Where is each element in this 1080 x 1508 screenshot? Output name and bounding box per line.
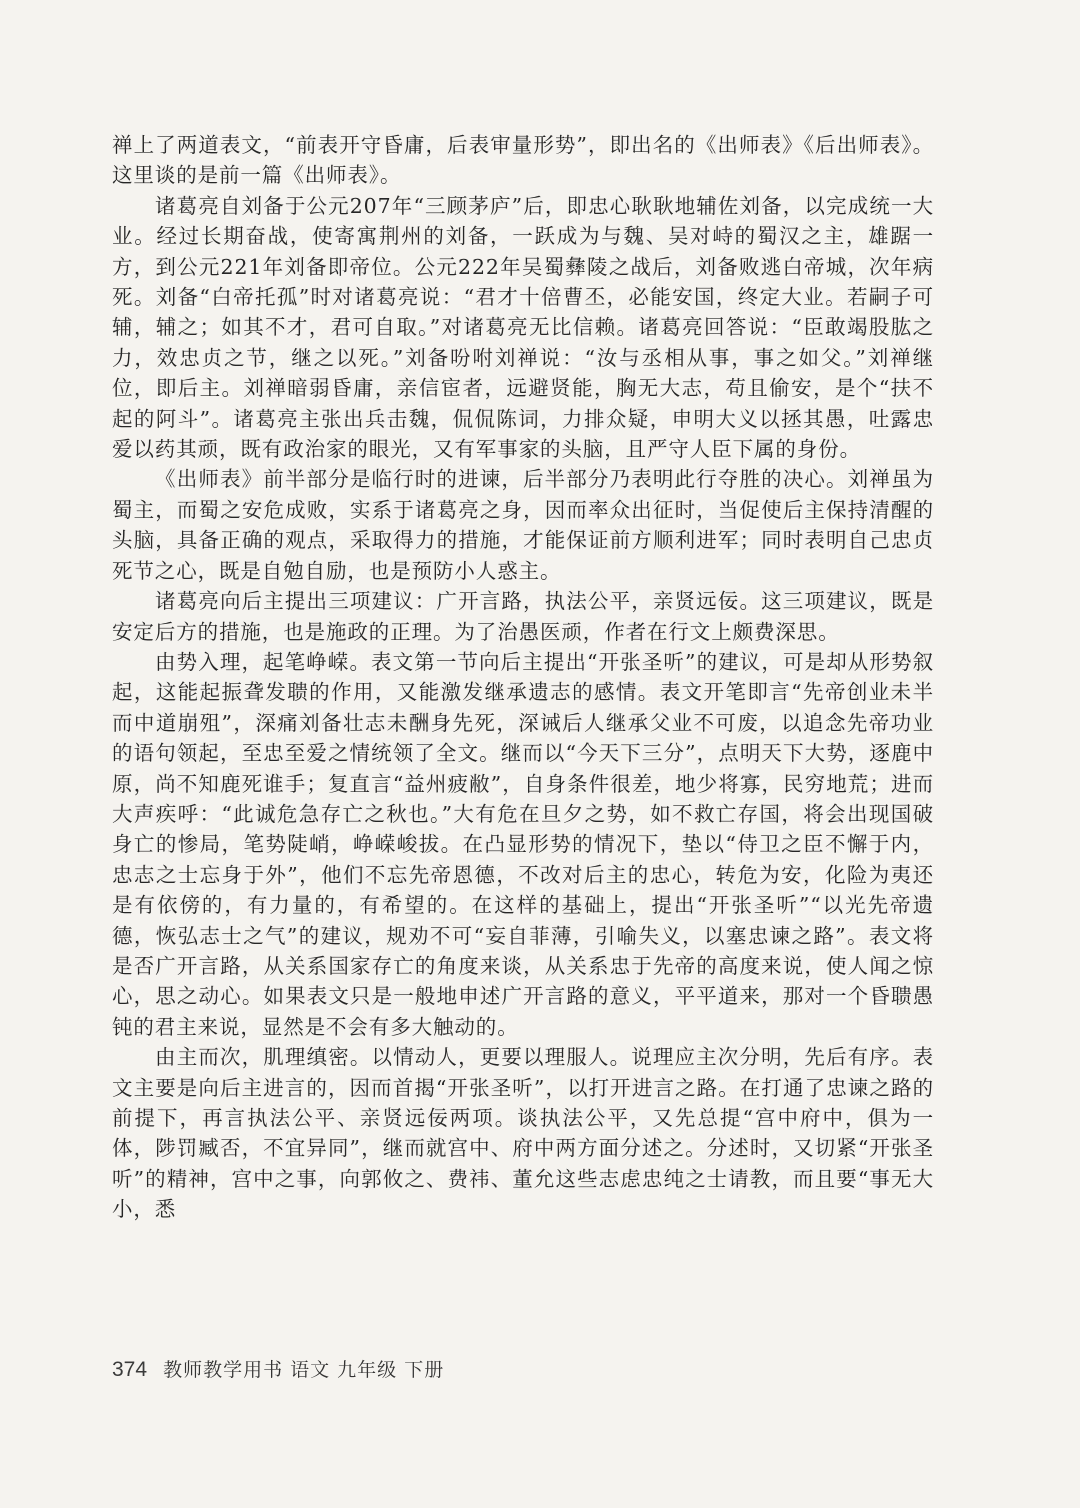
paragraph: 诸葛亮自刘备于公元207年“三顾茅庐”后，即忠心耿耿地辅佐刘备，以完成统一大业。经过长期奋战，使寄寓荆州的刘备，一跃成为与魏、吴对峙的蜀汉之主，雄踞一方，到公元221年刘备即帝位。公元222年吴蜀彝陵之战后，刘备败逃白帝城，次年病死。刘备“白帝托孤”时对诸葛亮说：“君才十倍曹丕，必能安国，终定大业。若嗣子可辅，辅之；如其不才，君可自取。”对诸葛亮无比信赖。诸葛亮回答说：“臣敢竭股肱之力，效忠贞之节，继之以死。”刘备吩咐刘禅说：“汝与丞相从事，事之如父。”刘禅继位，即后主。刘禅暗弱昏庸，亲信宦者，远避贤能，胸无大志，苟且偷安，是个“扶不起的阿斗”。诸葛亮主张出兵击魏，侃侃陈词，力排众疑，申明大义以拯其愚，吐露忠爱以药其顽，既有政治家的眼光，又有军事家的头脑，且严守人臣下属的身份。 <box>112 193 934 462</box>
paragraph: 由势入理，起笔峥嵘。表文第一节向后主提出“开张圣听”的建议，可是却从形势叙起，这能起振聋发聩的作用，又能激发继承遗志的感情。表文开笔即言“先帝创业未半而中道崩殂”，深痛刘备壮志未酬身先死，深诫后人继承父业不可废，以追念先帝功业的语句领起，至忠至爱之情统领了全文。继而以“今天下三分”，点明天下大势，逐鹿中原，尚不知鹿死谁手；复直言“益州疲敝”，自身条件很差，地少将寡，民穷地荒；进而大声疾呼：“此诚危急存亡之秋也。”大有危在旦夕之势，如不救亡存国，将会出现国破身亡的惨局，笔势陡峭，峥嵘峻拔。在凸显形势的情况下，垫以“侍卫之臣不懈于内，忠志之士忘身于外”，他们不忘先帝恩德，不改对后主的忠心，转危为安，化险为夷还是有依傍的，有力量的，有希望的。在这样的基础上，提出“开张圣听”“以光先帝遗德，恢弘志士之气”的建议，规劝不可“妄自菲薄，引喻失义，以塞忠谏之路”。表文将是否广开言路，从关系国家存亡的角度来谈，从关系忠于先帝的高度来说，使人闻之惊心，思之动心。如果表文只是一般地申述广开言路的意义，平平道来，那对一个昏聩愚钝的君主来说，显然是不会有多大触动的。 <box>112 649 934 1039</box>
page-footer <box>112 1355 444 1382</box>
paragraph: 诸葛亮向后主提出三项建议：广开言路，执法公平，亲贤远佞。这三项建议，既是安定后方的措施，也是施政的正理。为了治愚医顽，作者在行文上颇费深思。 <box>112 589 934 644</box>
paragraph: 《出师表》前半部分是临行时的进谏，后半部分乃表明此行夺胜的决心。刘禅虽为蜀主，而蜀之安危成败，实系于诸葛亮之身，因而率众出征时，当促使后主保持清醒的头脑，具备正确的观点，采取得力的措施，才能保证前方顺利进军；同时表明自己忠贞死节之心，既是自勉自励，也是预防小人惑主。 <box>112 467 934 583</box>
book-title: 教师教学用书 语文 九年级 下册 <box>163 1359 445 1381</box>
paragraph: 由主而次，肌理缜密。以情动人，更要以理服人。说理应主次分明，先后有序。表文主要是向后主进言的，因而首揭“开张圣听”，以打开进言之路。在打通了忠谏之路的前提下，再言执法公平、亲贤远佞两项。谈执法公平，又先总提“宫中府中，俱为一体，陟罚臧否，不宜异同”，继而就宫中、府中两方面分述之。分述时，又切紧“开张圣听”的精神，宫中之事，向郭攸之、费祎、董允这些志虑忠纯之士请教，而且要“事无大小，悉 <box>112 1045 934 1222</box>
body-text <box>112 130 934 1225</box>
page-number: 374 <box>112 1358 148 1381</box>
paragraph: 禅上了两道表文，“前表开守昏庸，后表审量形势”，即出名的《出师表》《后出师表》。这里谈的是前一篇《出师表》。 <box>112 133 934 188</box>
